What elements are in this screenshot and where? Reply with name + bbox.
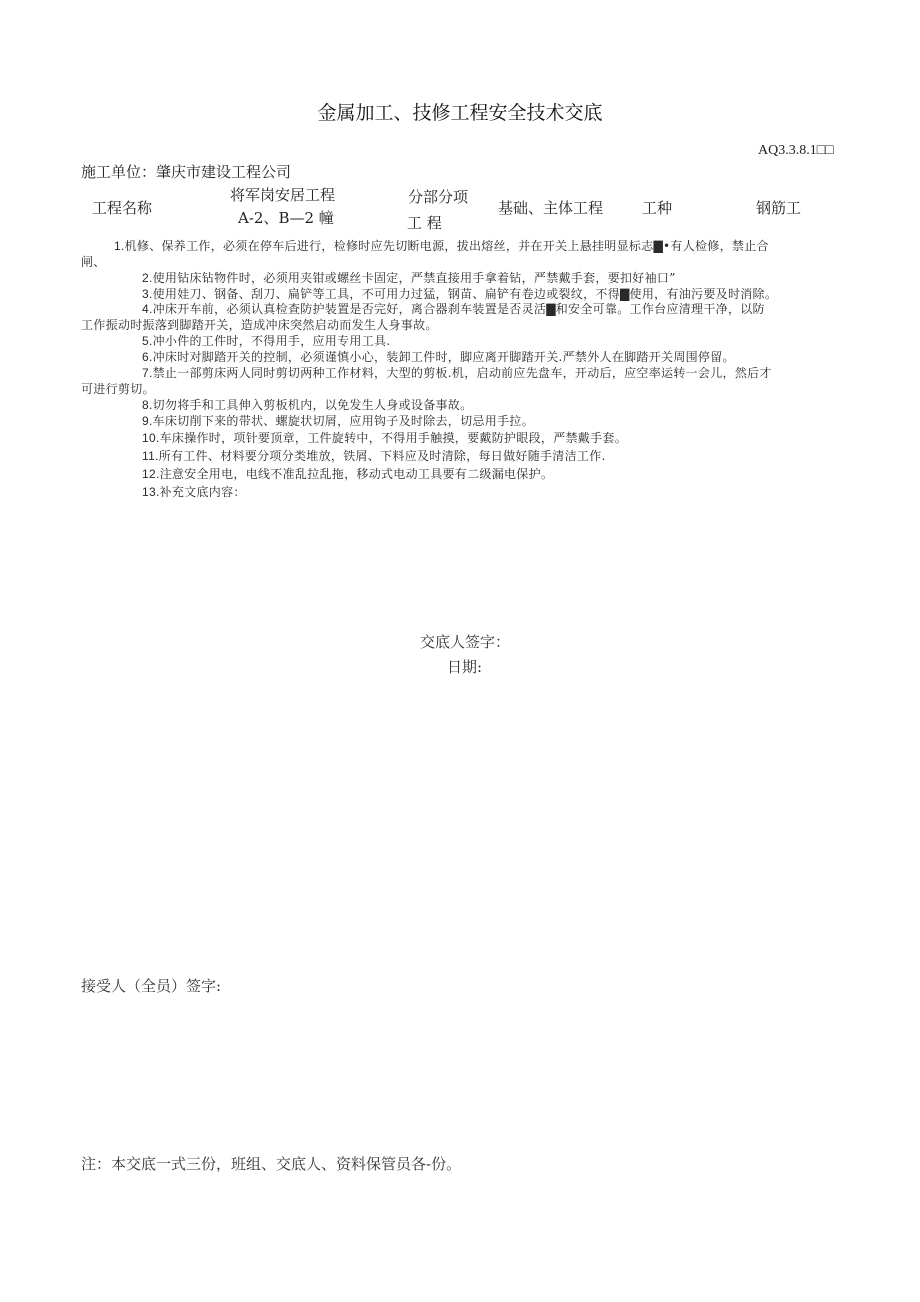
date-label: 日期:	[447, 658, 483, 676]
clause-continuation: 可进行剪切。	[81, 382, 155, 396]
clause-item: 11.所有工件、材料要分项分类堆放，铁屑、下料应及时清除，每日做好随手清洁工作.	[142, 449, 606, 463]
project-name-value-line1: 将军岗安居工程	[230, 186, 336, 204]
construction-unit-label: 施工单位：	[81, 163, 157, 181]
clause-continuation: 工作振动时振落到脚踏开关，造成冲床突然启动而发生人身事故。	[81, 318, 438, 332]
recipients-signature-label: 接受人（全员）签字:	[81, 977, 222, 995]
project-name-label: 工程名称	[92, 199, 153, 217]
construction-unit-value: 肇庆市建设工程公司	[156, 163, 292, 181]
footnote: 注：本交底一式三份，班组、交底人、资料保管员各-份。	[81, 1155, 462, 1173]
document-code: AQ3.3.8.1□□	[758, 143, 834, 158]
clause-item: 3.使用娃刀、钢备、刮刀、扁铲等工具，不可用力过猛，钢苗、扁铲有卷边或裂纹，不得▇使用，有油污要及时消除。	[142, 287, 778, 301]
clause-item: 4.冲床开车前，必须认真检查防护装置是否完好，离合器刹车装置是否灵活▇和安全可靠。工作台应清理干净，以防	[142, 302, 765, 316]
project-name-value-line2: A-2、B—2 幢	[238, 209, 334, 227]
clause-item: 1.机修、保养工作，必须在停车后进行，检修时应先切断电源，拔出熔丝，并在开关上悬挂明显标志▇•有人检修，禁止合	[114, 239, 769, 253]
trade-value: 钢筋工	[756, 199, 802, 217]
clause-item: 6.冲床时对脚踏开关的控制，必须谨慎小心，装卸工件时，脚应离开脚踏开关.严禁外人在脚踏开关周围停留。	[142, 350, 735, 364]
construction-unit	[81, 161, 291, 182]
signer-label: 交底人签字：	[420, 633, 511, 651]
clause-item: 9.车床切削下来的带状、螺旋状切屑，应用钩子及时除去，切忌用手拉。	[142, 414, 534, 428]
clause-item: 10.车床操作时，项针要顶章，工件旋转中，不得用手触摸，要戴防护眼段，严禁戴手套。	[142, 431, 627, 445]
clause-item: 8.切勿将手和工具伸入剪板机内，以免发生人身或设备事故。	[142, 398, 473, 412]
clause-continuation: 闸、	[81, 255, 106, 269]
clause-item: 12.注意安全用电，电线不准乱拉乱拖，移动式电动工具要有二级漏电保护。	[142, 467, 554, 481]
document-title: 金属加工、技修工程安全技术交底	[317, 102, 603, 124]
clause-item: 5.冲小件的工件时，不得用手，应用专用工具.	[142, 334, 391, 348]
subproject-label-line2: 工 程	[407, 214, 442, 232]
trade-label: 工种	[642, 199, 673, 217]
clause-item: 2.使用钻床钻物件时，必须用夹钳或螺丝卡固定，严禁直接用手拿着钻，严禁戴手套，要扣好袖口”	[142, 271, 676, 285]
subproject-label-line1: 分部分项	[408, 188, 469, 206]
subproject-value: 基础、主体工程	[498, 199, 604, 217]
clause-item: 13.补充文底内容：	[142, 485, 246, 499]
clause-item: 7.禁止一部剪床两人同时剪切两种工作材料，大型的剪板.机，启动前应先盘车，开动后，应空率运转一会儿，然后才	[142, 366, 772, 380]
